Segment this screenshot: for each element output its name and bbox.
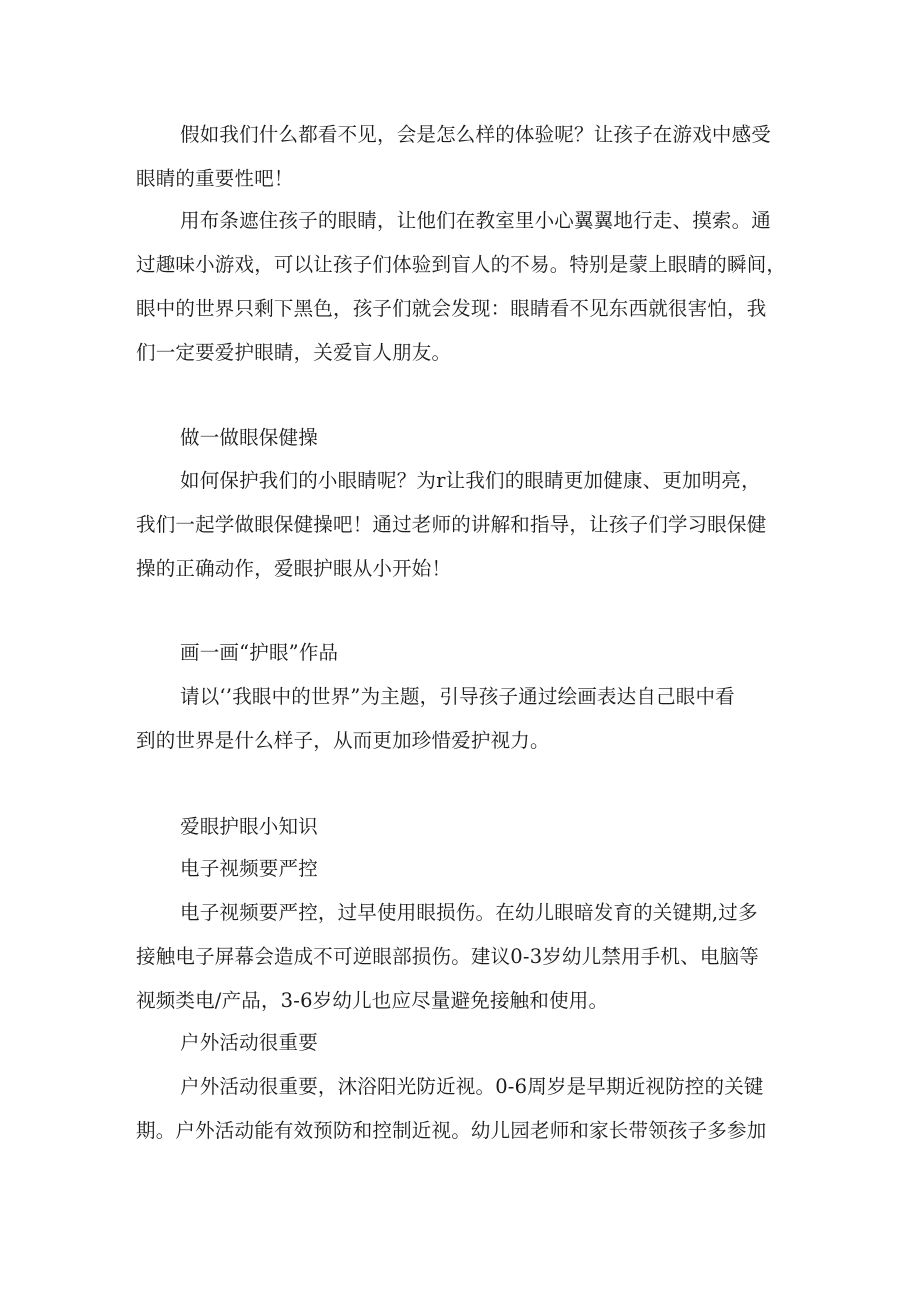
section-heading-knowledge: 爱眼护眼小知识 (180, 815, 318, 838)
subheading-outdoor-activity: 户外活动很重要 (180, 1031, 318, 1054)
paragraph-line: 过趣味小游戏，可以让孩子们体验到盲人的不易。特别是蒙上眼睛的瞬间， (136, 253, 787, 276)
paragraph-line: 我们一起学做眼保健操吧！通过老师的讲解和指导，让孩子们学习眼保健 (136, 513, 767, 536)
paragraph-line: 期。户外活动能有效预防和控制近视。幼儿园老师和家长带领孩子多参加 (136, 1119, 767, 1142)
paragraph-line: 假如我们什么都看不见，会是怎么样的体验呢？让孩子在游戏中感受 (180, 123, 772, 146)
paragraph-line: 们一定要爱护眼睛，关爱盲人朋友。 (136, 341, 452, 364)
paragraph-line: 眼睛的重要性吧！ (136, 167, 294, 190)
paragraph-line: 操的正确动作，爱眼护眼从小开始！ (136, 557, 452, 580)
paragraph-line: 请以‘’我眼中的世界”为主题，引导孩子通过绘画表达自己眼中看 (180, 685, 735, 708)
paragraph-line: 如何保护我们的小眼睛呢？为r让我们的眼睛更加健康、更加明亮， (180, 469, 761, 492)
section-heading-eye-exercise: 做一做眼保健操 (180, 426, 318, 449)
paragraph-line: 视频类电/产品，3-6岁幼儿也应尽量避免接触和使用。 (136, 989, 609, 1012)
paragraph-line: 电子视频要严控，过早使用眼损伤。在幼儿眼暗发育的关键期,过多 (180, 901, 758, 924)
paragraph-line: 接触电子屏幕会造成不可逆眼部损伤。建议0-3岁幼儿禁用手机、电脑等 (136, 945, 760, 968)
subheading-screen-control: 电子视频要严控 (180, 857, 318, 880)
paragraph-line: 用布条遮住孩子的眼睛，让他们在教室里小心翼翼地行走、摸索。通 (180, 209, 772, 232)
paragraph-line: 户外活动很重要，沐浴阳光防近视。0-6周岁是早期近视防控的关键 (180, 1075, 764, 1098)
paragraph-line: 眼中的世界只剩下黑色，孩子们就会发现：眼睛看不见东西就很害怕，我 (136, 297, 767, 320)
paragraph-line: 到的世界是什么样子，从而更加珍惜爱护视力。 (136, 729, 550, 752)
section-heading-drawing: 画一画“护眼”作品 (180, 641, 339, 664)
